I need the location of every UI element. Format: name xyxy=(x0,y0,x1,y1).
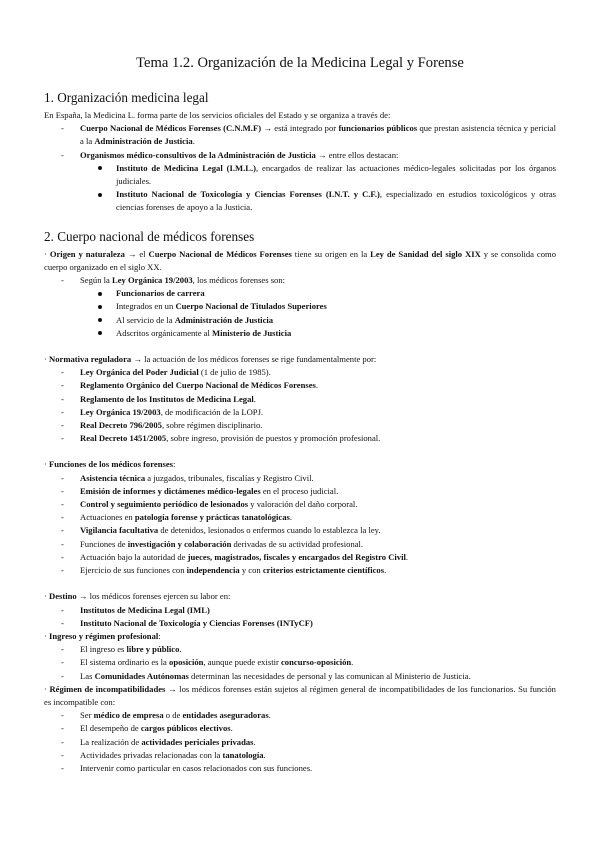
list-item: Al servicio de la Administración de Justicia xyxy=(44,314,556,327)
list-item: - Actuación bajo la autoridad de jueces, magistrados, fiscales y encargados del Registro Civil. xyxy=(44,551,556,564)
list-item: - El ingreso es libre y público. xyxy=(44,643,556,656)
list-item: - Ser médico de empresa o de entidades aseguradoras. xyxy=(44,709,556,722)
destino-list xyxy=(44,604,556,630)
list-item: - Reglamento de los Institutos de Medicina Legal. xyxy=(44,393,556,406)
list-item: - Las Comunidades Autónomas determinan las necesidades de personal y las comunican al Ministerio de Justicia. xyxy=(44,670,556,683)
son-list xyxy=(44,287,556,340)
list-item: - Actuaciones en patología forense y prácticas tanatológicas. xyxy=(44,511,556,524)
normativa-list xyxy=(44,366,556,445)
list-item: - El desempeño de cargos públicos electivos. xyxy=(44,722,556,735)
list-item: - Ley Orgánica 19/2003, de modificación de la LOPJ. xyxy=(44,406,556,419)
section-1-intro: En España, la Medicina L. forma parte de los servicios oficiales del Estado y se organiza a través de: xyxy=(44,110,391,120)
list-item: - Reglamento Orgánico del Cuerpo Nacional de Médicos Forenses. xyxy=(44,379,556,392)
list-item: - El sistema ordinario es la oposición, aunque puede existir concurso-oposición. xyxy=(44,656,556,669)
list-item: - La realización de actividades periciales privadas. xyxy=(44,736,556,749)
section-2-heading: 2. Cuerpo nacional de médicos forenses xyxy=(44,228,255,244)
list-item: - Actividades privadas relacionadas con la tanatología. xyxy=(44,749,556,762)
incompatibilidades-list xyxy=(44,709,556,775)
list-item: - Ejercicio de sus funciones con independencia y con criterios estrictamente científicos. xyxy=(44,564,556,577)
list-item: - Intervenir como particular en casos relacionados con sus funciones. xyxy=(44,762,556,775)
list-item: - Real Decreto 796/2005, sobre régimen disciplinario. xyxy=(44,419,556,432)
list-item-organismos: - Organismos médico-consultivos de la Administración de Justicia → entre ellos destacan: xyxy=(44,149,556,162)
list-item: - Institutos de Medicina Legal (IML) xyxy=(44,604,556,617)
incompatibilidades-paragraph: · Régimen de incompatibilidades → los médicos forenses están sujetos al régimen general de incompatibilidades de los funcionarios. Su función es incompatible con: xyxy=(44,683,556,707)
list-item: - Control y seguimiento periódico de lesionados y valoración del daño corporal. xyxy=(44,498,556,511)
section-1-sublist xyxy=(44,162,556,215)
funciones-list xyxy=(44,472,556,578)
list-item-cnmf: - Cuerpo Nacional de Médicos Forenses (C.N.M.F) → está integrado por funcionarios públicos que prestan asistencia técnica y pericial a la Administración de Justicia. xyxy=(44,122,556,148)
section-1-heading: 1. Organización medicina legal xyxy=(44,90,209,105)
ingreso-paragraph: · Ingreso y régimen profesional: xyxy=(44,630,161,641)
list-item-intcf: Instituto Nacional de Toxicología y Ciencias Forenses (I.N.T. y C.F.), especializado en estudios toxicológicos y otras ciencias forenses de apoyo a la Justicia. xyxy=(44,188,556,214)
list-item: - Funciones de investigación y colaboración derivadas de su actividad profesional. xyxy=(44,538,556,551)
funciones-paragraph: · Funciones de los médicos forenses: xyxy=(44,459,176,470)
page-title: Tema 1.2. Organización de la Medicina Legal y Forense xyxy=(136,55,464,71)
section-1-list xyxy=(44,122,556,162)
list-item: - Asistencia técnica a juzgados, tribunales, fiscalías y Registro Civil. xyxy=(44,472,556,485)
ingreso-list xyxy=(44,643,556,683)
list-item: - Ley Orgánica del Poder Judicial (1 de julio de 1985). xyxy=(44,366,556,379)
normativa-paragraph: · Normativa reguladora → la actuación de los médicos forenses se rige fundamentalmente por: xyxy=(44,354,377,365)
list-item: Funcionarios de carrera xyxy=(44,287,556,300)
list-item: - Real Decreto 1451/2005, sobre ingreso, provisión de puestos y promoción profesional. xyxy=(44,432,556,445)
list-item: - Vigilancia facultativa de detenidos, lesionados o enfermos cuando lo establezca la ley. xyxy=(44,524,556,537)
list-item: - Instituto Nacional de Toxicología y Ciencias Forenses (INTyCF) xyxy=(44,617,556,630)
list-item-segun: - Según la Ley Orgánica 19/2003, los médicos forenses son: xyxy=(44,274,556,287)
list-item: Integrados en un Cuerpo Nacional de Titulados Superiores xyxy=(44,300,556,313)
list-item-iml: Instituto de Medicina Legal (I.M.L.), encargados de realizar las actuaciones médico-legales solicitadas por los órganos judiciales. xyxy=(44,162,556,188)
destino-paragraph: · Destino → los médicos forenses ejercen su labor en: xyxy=(44,591,231,602)
list-item: Adscritos orgánicamente al Ministerio de Justicia xyxy=(44,327,556,340)
segun-list xyxy=(44,274,556,287)
origen-paragraph: · Origen y naturaleza → el Cuerpo Nacional de Médicos Forenses tiene su origen en la Ley de Sanidad del siglo XIX y se consolida como cuerpo organizado en el siglo XX. xyxy=(44,248,557,272)
list-item: - Emisión de informes y dictámenes médico-legales en el proceso judicial. xyxy=(44,485,556,498)
